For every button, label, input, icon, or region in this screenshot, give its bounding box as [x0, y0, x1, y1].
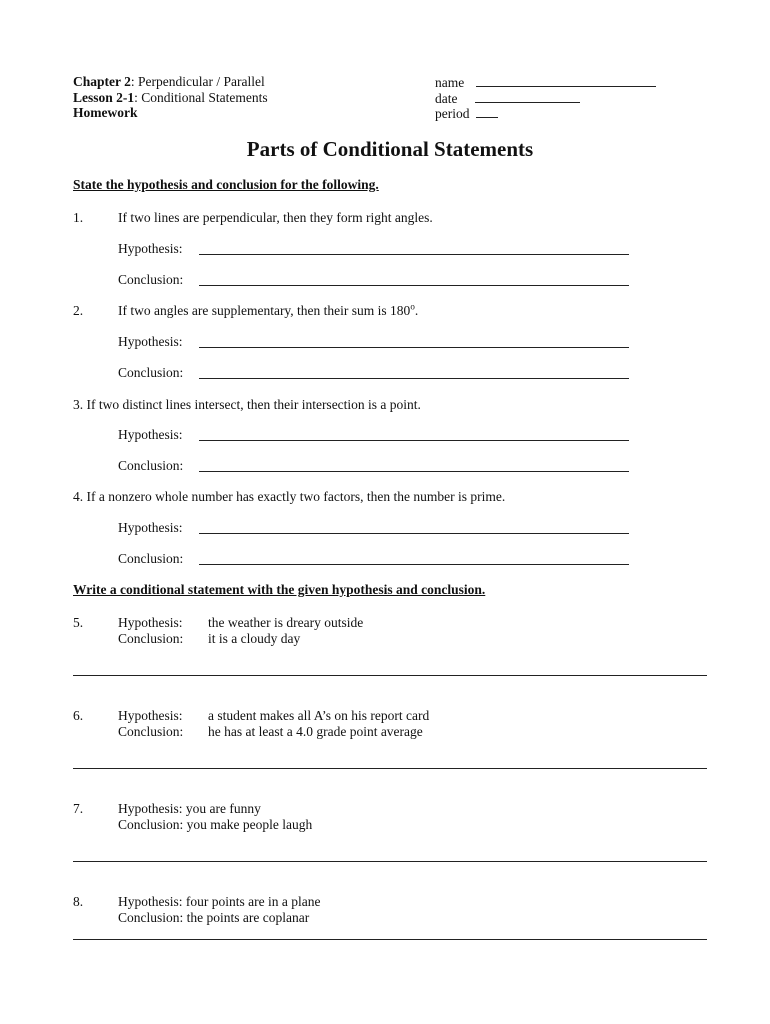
period-field — [435, 105, 498, 122]
item-4-hypothesis-blank[interactable] — [199, 533, 629, 534]
item-8-conclusion: the points are coplanar — [186, 910, 310, 925]
item-4-text: If a nonzero whole number has exactly two factors, then the number is prime. — [86, 489, 506, 504]
item-5-conclusion: it is a cloudy day — [208, 631, 301, 646]
item-2-hypothesis-blank[interactable] — [199, 347, 629, 348]
lesson-text: : Conditional Statements — [134, 90, 268, 105]
item-6-hypothesis-label: Hypothesis: — [118, 708, 183, 723]
item-6-conclusion-label: Conclusion: — [118, 724, 184, 739]
item-2-suffix: . — [414, 303, 419, 318]
item-2-statement — [118, 303, 418, 319]
chapter-label: Chapter 2 — [73, 74, 131, 89]
item-3-text: If two distinct lines intersect, then their intersection is a point. — [86, 397, 421, 412]
item-7-hypothesis-label: Hypothesis: — [118, 801, 183, 816]
item-4-conclusion-label: Conclusion: — [118, 551, 184, 566]
item-2-hypothesis-label: Hypothesis: — [118, 334, 183, 349]
item-7-hypothesis-line — [118, 801, 261, 817]
item-8-hypothesis-label: Hypothesis: — [118, 894, 183, 909]
section2-heading: Write a conditional statement with the given hypothesis and conclusion. — [73, 582, 486, 597]
item-6-answer-line[interactable] — [73, 768, 707, 769]
item-8-conclusion-label: Conclusion: — [118, 910, 184, 925]
item-6-hypothesis: a student makes all A’s on his report card — [208, 708, 430, 723]
item-4-hypothesis-label: Hypothesis: — [118, 520, 183, 535]
item-8-hypothesis-line — [118, 894, 320, 910]
item-2-text: If two angles are supplementary, then their sum is 180 — [118, 303, 411, 318]
item-7-answer-line[interactable] — [73, 861, 707, 862]
item-7-conclusion-label: Conclusion: — [118, 817, 184, 832]
item-8-conclusion-line — [118, 910, 309, 926]
item-1-conclusion-label: Conclusion: — [118, 272, 184, 287]
item-5-answer-line[interactable] — [73, 675, 707, 676]
degree-superscript: o — [410, 301, 415, 312]
item-1-hypothesis-label: Hypothesis: — [118, 241, 183, 256]
item-1-text: If two lines are perpendicular, then they form right angles. — [118, 210, 433, 225]
item-5-number: 5. — [73, 615, 84, 630]
item-3-conclusion-label: Conclusion: — [118, 458, 184, 473]
item-8-answer-line[interactable] — [73, 939, 707, 940]
item-3-hypothesis-blank[interactable] — [199, 440, 629, 441]
date-blank[interactable] — [475, 90, 580, 103]
item-8-hypothesis: four points are in a plane — [185, 894, 321, 909]
item-7-conclusion: you make people laugh — [186, 817, 313, 832]
homework-label: Homework — [73, 105, 138, 120]
item-4-conclusion-blank[interactable] — [199, 564, 629, 565]
name-blank[interactable] — [476, 74, 656, 87]
item-6-number: 6. — [73, 708, 84, 723]
item-2-conclusion-blank[interactable] — [199, 378, 629, 379]
page-title: Parts of Conditional Statements — [246, 137, 534, 161]
item-3-number: 3. — [73, 397, 84, 412]
item-1-hypothesis-blank[interactable] — [199, 254, 629, 255]
lesson-line — [73, 90, 268, 106]
chapter-line — [73, 74, 265, 90]
date-label: date — [435, 91, 458, 106]
name-field — [435, 74, 656, 91]
name-label: name — [435, 75, 465, 90]
item-5-hypothesis-label: Hypothesis: — [118, 615, 183, 630]
item-4-statement — [73, 489, 505, 505]
item-4-number: 4. — [73, 489, 84, 504]
period-label: period — [435, 106, 470, 121]
section1-heading: State the hypothesis and conclusion for the following. — [73, 177, 379, 192]
item-1-conclusion-blank[interactable] — [199, 285, 629, 286]
item-6-conclusion: he has at least a 4.0 grade point average — [208, 724, 423, 739]
item-3-conclusion-blank[interactable] — [199, 471, 629, 472]
lesson-label: Lesson 2-1 — [73, 90, 135, 105]
period-blank[interactable] — [476, 105, 498, 118]
item-7-hypothesis: you are funny — [185, 801, 261, 816]
item-3-statement — [73, 397, 421, 413]
item-5-hypothesis: the weather is dreary outside — [208, 615, 364, 630]
chapter-text: : Perpendicular / Parallel — [130, 74, 265, 89]
item-7-number: 7. — [73, 801, 84, 816]
item-3-hypothesis-label: Hypothesis: — [118, 427, 183, 442]
item-2-number: 2. — [73, 303, 84, 318]
item-8-number: 8. — [73, 894, 84, 909]
item-7-conclusion-line — [118, 817, 312, 833]
item-2-conclusion-label: Conclusion: — [118, 365, 184, 380]
item-5-conclusion-label: Conclusion: — [118, 631, 184, 646]
item-1-number: 1. — [73, 210, 84, 225]
